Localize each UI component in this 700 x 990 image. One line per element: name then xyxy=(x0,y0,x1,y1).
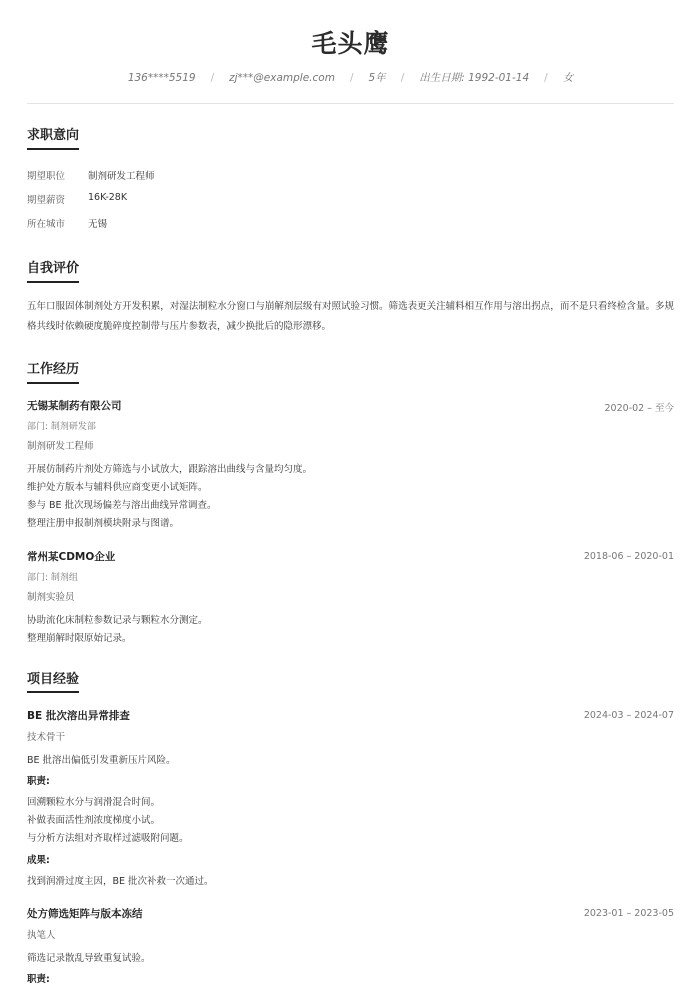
candidate-name: 毛头鹰 xyxy=(311,29,390,58)
contact-bar xyxy=(27,70,674,85)
project-result-label: 成果: xyxy=(27,855,50,866)
work-date: 2018-06 – 2020-01 xyxy=(583,551,674,562)
intent-label: 期望薪资 xyxy=(27,195,66,206)
section-underline xyxy=(27,148,79,150)
gender-text: 女 xyxy=(562,72,574,84)
project-role: 技术骨干 xyxy=(27,732,66,743)
work-date: 2020-02 – 至今 xyxy=(604,403,674,414)
work-company: 常州某CDMO企业 xyxy=(27,551,116,563)
intent-label: 所在城市 xyxy=(27,219,66,230)
work-duty: 开展仿制药片剂处方筛选与小试放大，跟踪溶出曲线与含量均匀度。 xyxy=(27,464,313,475)
work-department: 部门: 制剂研发部 xyxy=(27,422,96,432)
project-duty: 与分析方法组对齐取样过滤吸附问题。 xyxy=(27,833,189,844)
work-title: 制剂实验员 xyxy=(27,592,75,603)
project-role: 执笔人 xyxy=(27,930,56,941)
intent-label: 期望职位 xyxy=(27,171,66,182)
work-department: 部门: 制剂组 xyxy=(27,573,78,583)
resume-page xyxy=(27,0,674,990)
separator: / xyxy=(544,71,548,84)
self-evaluation-text: 五年口服固体制剂处方开发积累，对湿法制粒水分窗口与崩解剂层级有对照试验习惯。筛选表更关注辅料相互作用与溶出拐点，而不是只看终检含量。多规格共线时依赖硬度脆碎度控制带与压片参数表，减少换批后的隐形漂移。 xyxy=(27,301,674,332)
experience-text: 5年 xyxy=(368,72,386,84)
intent-value: 16K-28K xyxy=(88,192,128,203)
project-duties-label: 职责: xyxy=(27,776,50,787)
phone-text: 136****5519 xyxy=(127,71,196,84)
work-title: 制剂研发工程师 xyxy=(27,441,94,452)
work-company: 无锡某制药有限公司 xyxy=(27,400,122,412)
project-name: BE 批次溶出异常排查 xyxy=(27,710,130,722)
section-title-projects: 项目经验 xyxy=(27,672,80,687)
section-underline xyxy=(27,382,79,384)
intent-row-city xyxy=(27,216,108,230)
section-title-work: 工作经历 xyxy=(27,362,80,377)
project-result: 找到润滑过度主因，BE 批次补救一次通过。 xyxy=(27,876,214,887)
work-duty: 参与 BE 批次现场偏差与溶出曲线异常调查。 xyxy=(27,500,217,511)
project-summary: BE 批溶出偏低引发重新压片风险。 xyxy=(27,755,176,766)
header-divider xyxy=(27,103,674,104)
separator: / xyxy=(400,71,405,84)
project-date: 2024-03 – 2024-07 xyxy=(583,710,674,721)
separator: / xyxy=(210,71,215,84)
project-date: 2023-01 – 2023-05 xyxy=(583,908,674,919)
intent-row-position xyxy=(27,168,155,182)
email-text: zj***@example.com xyxy=(229,71,335,84)
section-underline xyxy=(27,281,79,283)
project-duty: 回溯颗粒水分与润滑混合时间。 xyxy=(27,797,161,808)
project-duty: 补做表面活性剂浓度梯度小试。 xyxy=(27,815,161,826)
intent-value: 无锡 xyxy=(88,219,108,230)
section-title-intent: 求职意向 xyxy=(27,128,80,143)
birth-text: 出生日期: 1992-01-14 xyxy=(419,72,530,84)
work-duty: 整理崩解时限原始记录。 xyxy=(27,633,132,644)
intent-row-salary xyxy=(27,192,128,206)
project-summary: 筛选记录散乱导致重复试验。 xyxy=(27,953,151,964)
work-duty: 协助流化床制粒参数记录与颗粒水分测定。 xyxy=(27,615,208,626)
work-duty: 维护处方版本与辅料供应商变更小试矩阵。 xyxy=(27,482,208,493)
intent-value: 制剂研发工程师 xyxy=(88,171,155,182)
section-title-self: 自我评价 xyxy=(27,261,80,276)
separator: / xyxy=(349,71,354,84)
section-underline xyxy=(27,691,79,693)
project-duties-label: 职责: xyxy=(27,974,50,985)
project-name: 处方筛选矩阵与版本冻结 xyxy=(27,908,143,920)
work-duty: 整理注册申报制剂模块附录与图谱。 xyxy=(27,518,180,529)
